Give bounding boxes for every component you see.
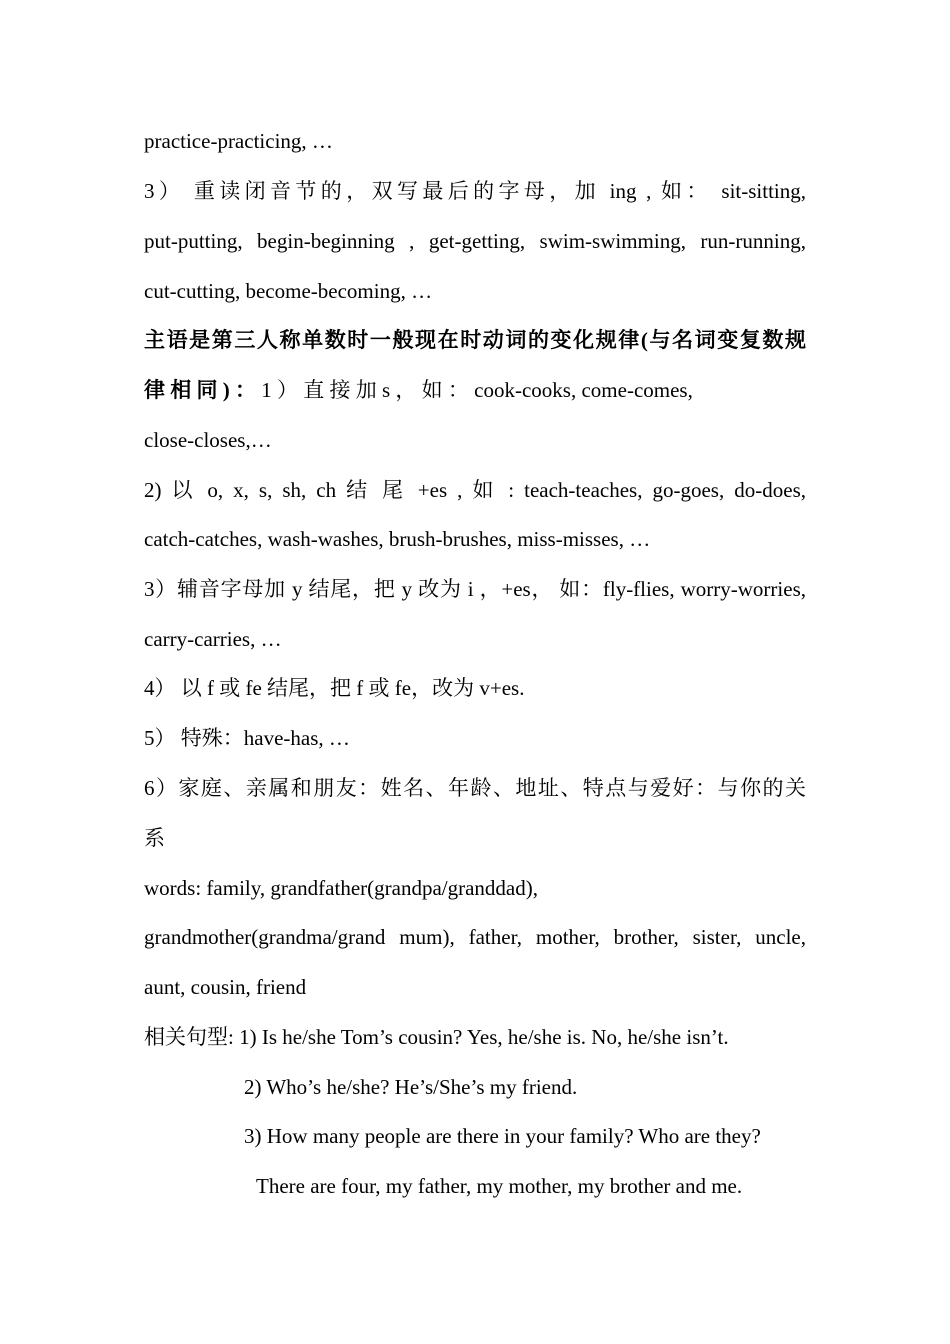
sentence-pattern-3: 3) How many people are there in your family? Who are they? (244, 1124, 761, 1148)
text-line-practice: practice-practicing, … (144, 129, 333, 153)
doubling-examples-2: cut-cutting, become-becoming, … (144, 279, 433, 303)
heading-continuation: 律 相 同 ) ： (144, 378, 256, 402)
rule-3-y-to-i: 3）辅音字母加 y 结尾，把 y 改为 i ，+es， 如：fly-flies, worry-worries, (144, 577, 806, 601)
words-line-1: words: family, grandfather(grandpa/granddad), (144, 876, 538, 900)
words-line-2: grandmother(grandma/grand mum), father, mother, brother, sister, uncle, (144, 925, 806, 949)
words-line-3: aunt, cousin, friend (144, 975, 307, 999)
rule-4-f-fe: 4） 以 f 或 fe 结尾，把 f 或 fe，改为 v+es. (144, 676, 525, 700)
section-heading-third-person: 主语是第三人称单数时一般现在时动词的变化规律(与名词变复数规 (144, 328, 806, 352)
rule-2-es: 2) 以 o, x, s, sh, ch 结 尾 +es , 如 : teach-teaches, go-goes, do-does, (144, 478, 806, 502)
rule-1-text: 1 ） 直 接 加 s ， 如 ： cook-cooks, come-comes, (256, 378, 693, 402)
rule-3-doubling: 3） 重读闭音节的，双写最后的字母，加 ing , 如： sit-sitting, (144, 179, 806, 203)
rule-2-examples: catch-catches, wash-washes, brush-brushes, miss-misses, … (144, 527, 651, 551)
topic-6-family: 6）家庭、亲属和朋友：姓名、年龄、地址、特点与爱好：与你的关 (144, 776, 806, 800)
sentence-pattern-3-answer: There are four, my father, my mother, my brother and me. (256, 1174, 743, 1198)
rule-3-examples: carry-carries, … (144, 627, 282, 651)
sentence-pattern-1: 相关句型: 1) Is he/she Tom’s cousin? Yes, he/she is. No, he/she isn’t. (144, 1025, 729, 1049)
rule-1-examples: close-closes,… (144, 428, 272, 452)
rule-5-special: 5） 特殊：have-has, … (144, 726, 350, 750)
doubling-examples-1: put-putting, begin-beginning , get-getting, swim-swimming, run-running, (144, 229, 806, 253)
section-heading-rule-1 (144, 375, 806, 405)
topic-6-continuation: 系 (144, 826, 165, 850)
sentence-pattern-2: 2) Who’s he/she? He’s/She’s my friend. (244, 1075, 578, 1099)
